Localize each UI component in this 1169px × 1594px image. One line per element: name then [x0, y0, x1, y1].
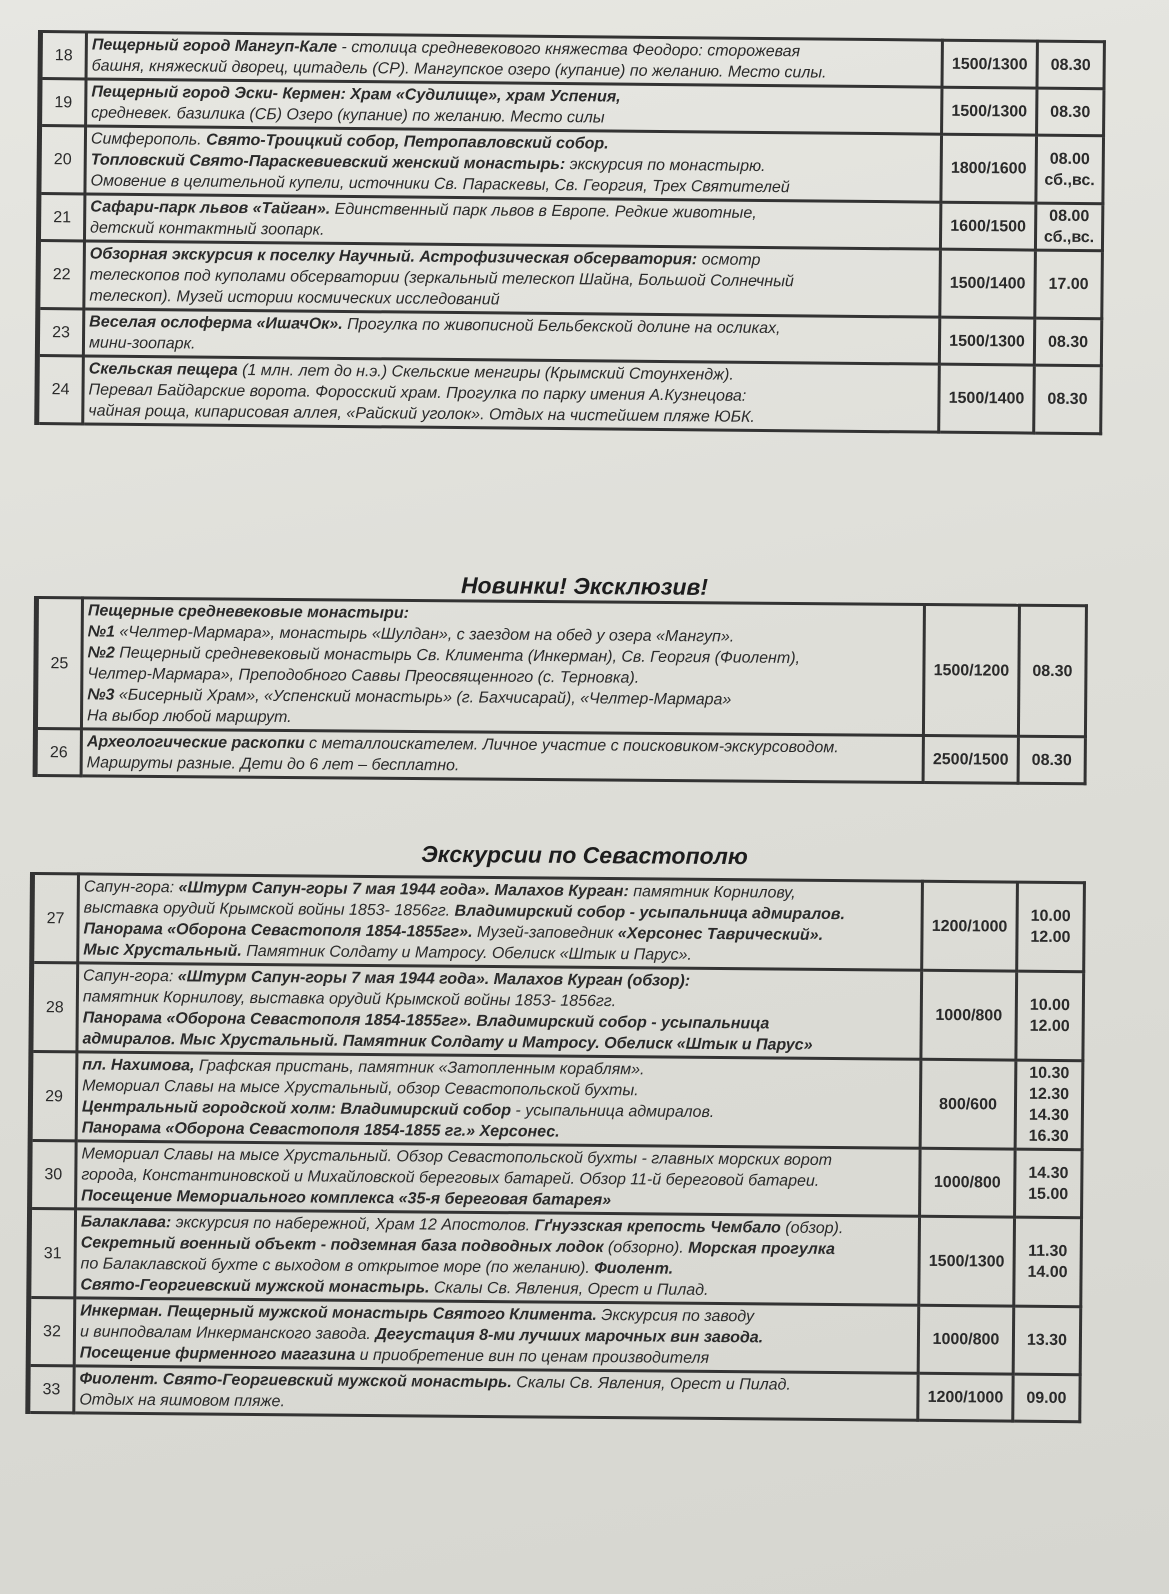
excursion-price: 1000/800 — [921, 970, 1017, 1060]
description-bold-text: Свято-Троицкий собор, Петропавловский собор. — [206, 131, 609, 153]
excursion-departure-time — [1018, 736, 1085, 784]
excursion-number: 22 — [38, 241, 85, 309]
description-bold-text: №3 — [87, 686, 115, 704]
excursion-number: 23 — [37, 309, 83, 356]
time-value: сб.,вс. — [1044, 171, 1095, 189]
description-text: Симферополь. — [90, 130, 207, 149]
description-bold-text: Владимирский собор - усыпальница адмиралов. — [454, 902, 846, 924]
description-text: Экскурсия по заводу — [596, 1306, 755, 1326]
description-text: Отдых на яшмовом пляже. — [79, 1391, 286, 1411]
excursion-number: 20 — [39, 126, 86, 194]
description-bold-text: Фиолент. — [594, 1259, 674, 1278]
description-text: Мемориал Славы на мысе Хрустальный, обзор Севастопольской бухты. — [82, 1077, 639, 1100]
description-bold-text: Гґнуэзская крепость Чембало — [534, 1217, 781, 1237]
excursion-description — [84, 194, 940, 249]
description-text: выставка орудий Крымской войны 1853- 1856гг. — [83, 899, 455, 920]
description-text: Единственный парк львов в Европе. Редкие животные, — [330, 200, 757, 222]
table-body — [35, 598, 1086, 784]
excursion-price: 1500/1300 — [939, 317, 1034, 365]
time-value: 08.30 — [1031, 751, 1072, 769]
description-bold-text: Морская прогулка — [688, 1239, 836, 1259]
time-value: сб.,вс. — [1043, 228, 1095, 247]
excursion-description — [76, 1141, 921, 1216]
description-text: осмотр — [697, 251, 761, 269]
description-bold-text: Центральный городской холм: Владимирский собор — [81, 1098, 512, 1120]
excursion-price: 800/600 — [920, 1059, 1016, 1149]
excursion-departure-time — [1034, 365, 1102, 434]
excursion-description — [83, 309, 939, 364]
excursion-departure-time — [1037, 41, 1104, 89]
time-value: 16.30 — [1028, 1127, 1069, 1146]
description-text: памятник Корнилову, — [628, 883, 796, 902]
time-value: 14.30 — [1028, 1106, 1070, 1125]
description-text: с металлоискателем. Личное участие с поисковиком-экскурсоводом. — [304, 735, 839, 757]
excursion-departure-time — [1035, 203, 1102, 251]
description-text: Прогулка по живописной Бельбекской долине на осликах, — [342, 315, 781, 338]
description-text: средневек. базилика (СБ) Озеро (купание) по желанию. Место силы — [91, 104, 605, 127]
table-body — [28, 874, 1085, 1422]
description-text: телескопов под куполами обсерватории (зеркальный телескоп Шайна, Большой Солнечный — [89, 266, 794, 291]
description-bold-text: Пещерный город Эски- Кермен: Храм «Судилище», храм Успения, — [91, 83, 621, 106]
excursion-departure-time — [1035, 250, 1103, 319]
description-bold-text: №2 — [87, 644, 115, 662]
excursion-departure-time — [1014, 1217, 1082, 1307]
description-text: Памятник Солдату и Матросу. Обелиск «Штык и Парус». — [241, 942, 692, 964]
description-text: мини-зоопарк. — [88, 334, 196, 353]
excursion-description — [75, 1209, 920, 1305]
excursions-table-exclusive — [33, 596, 1088, 785]
description-text: и винподвалам Инкерманского завода. — [79, 1323, 376, 1344]
table-row — [35, 729, 1085, 784]
description-text: «Челтер-Мармара», монастырь «Шулдан», с заездом на обед у озера «Мангуп». — [114, 623, 735, 646]
section-heading-new: Новинки! Эксклюзив! — [460, 572, 709, 600]
excursion-price: 1500/1300 — [942, 87, 1037, 135]
excursion-number: 25 — [35, 598, 82, 729]
excursion-number: 26 — [35, 729, 81, 776]
table-body — [37, 32, 1105, 434]
description-text: экскурсия по монастырю. — [565, 156, 766, 175]
time-value: 13.30 — [1026, 1331, 1068, 1350]
excursion-number: 21 — [38, 194, 84, 241]
excursion-description — [85, 126, 942, 202]
excursions-table-sevastopol — [25, 872, 1086, 1423]
description-text: по Балаклавской бухте с выходом в открытое море (по желанию). — [80, 1255, 595, 1277]
description-text: «Бисерный Храм», «Успенский монастырь» (г. Бахчисарай), «Челтер-Мармара» — [114, 686, 732, 709]
time-value: 15.00 — [1028, 1185, 1069, 1203]
table-row — [32, 874, 1085, 972]
description-bold-text: Пещерные средневековые монастыри: — [87, 602, 410, 622]
excursion-description — [76, 1052, 921, 1148]
time-value: 08.30 — [1050, 103, 1091, 121]
description-text: Челтер-Мармара», Преподобного Саввы Преосвященного (с. Терновка). — [87, 665, 640, 687]
excursion-departure-time — [1017, 882, 1085, 972]
time-value: 12.00 — [1030, 928, 1071, 947]
excursion-number: 28 — [31, 963, 78, 1052]
excursion-description — [86, 32, 942, 87]
time-value: 08.30 — [1047, 333, 1089, 351]
excursion-price: 1500/1300 — [919, 1216, 1015, 1306]
description-text: экскурсия по набережной, Храм 12 Апостолов. — [171, 1214, 535, 1235]
excursion-number: 18 — [40, 32, 86, 79]
excursion-number: 29 — [30, 1052, 77, 1141]
description-text: башня, княжеский дворец, цитадель (СР). Мангупское озеро (купание) по желанию. Место силы. — [91, 57, 827, 82]
description-text: Графская пристань, памятник «Затопленным кораблям». — [194, 1057, 645, 1079]
excursion-number: 33 — [28, 1366, 74, 1413]
table-row — [28, 1366, 1080, 1422]
excursion-departure-time — [1013, 1374, 1080, 1422]
excursion-number: 24 — [37, 356, 84, 424]
description-bold-text: «Штурм Сапун-горы 7 мая 1944 года». Малахов Курган: — [178, 879, 629, 901]
description-bold-text: пл. Нахимова, — [82, 1056, 195, 1075]
time-value: 08.30 — [1047, 390, 1088, 409]
excursion-description — [86, 79, 942, 134]
description-bold-text: Веселая ослоферма «ИшачОк». — [89, 313, 343, 333]
table-row — [30, 1052, 1083, 1150]
excursion-number: 31 — [29, 1209, 76, 1298]
table-row — [30, 1141, 1083, 1218]
description-bold-text: Инкерман. Пещерный мужской монастырь Святого Климента. — [80, 1302, 597, 1324]
excursion-departure-time — [1015, 1060, 1083, 1150]
description-bold-text: Археологические раскопки — [86, 733, 305, 753]
excursion-price: 1500/1200 — [923, 604, 1019, 736]
table-row — [31, 963, 1084, 1061]
description-bold-text: Сафари-парк львов «Тайган». — [90, 198, 331, 218]
time-value: 12.00 — [1029, 1017, 1070, 1036]
excursion-departure-time — [1037, 88, 1104, 136]
excursion-price: 1000/800 — [918, 1305, 1014, 1374]
excursion-description — [77, 963, 922, 1059]
description-bold-text: Свято-Георгиевский мужской монастырь. — [80, 1276, 430, 1297]
description-text: Маршруты разные. Дети до 6 лет – бесплатно. — [86, 754, 460, 775]
excursion-departure-time — [1016, 971, 1084, 1061]
table-row — [37, 356, 1102, 434]
description-text: (1 млн. лет до н.э.) Скельские менгиры (Крымский Стоунхендж). — [237, 361, 734, 384]
excursion-departure-time — [1034, 318, 1101, 366]
excursion-description — [74, 1298, 919, 1373]
description-bold-text: Дегустация 8-ми лучших марочных вин завода. — [375, 1326, 764, 1347]
description-bold-text: №1 — [87, 623, 116, 641]
description-text: города, Константиновской и Михайловской береговых батарей. Обзор 11-й береговой батареи. — [81, 1166, 820, 1190]
excursion-price: 1800/1600 — [941, 134, 1037, 203]
time-value: 14.00 — [1027, 1263, 1068, 1282]
time-value: 11.30 — [1028, 1242, 1068, 1261]
description-text: Пещерный средневековый монастырь Св. Климента (Инкерман), Св. Георгия (Фиолент), — [114, 644, 801, 668]
description-bold-text: Мыс Хрустальный. — [83, 941, 242, 960]
description-text: чайная роща, кипарисовая аллея, «Райский уголок». Отдых на чистейшем пляже ЮБК. — [88, 402, 755, 426]
excursion-departure-time — [1013, 1306, 1081, 1375]
description-text: - усыпальница адмиралов. — [510, 1102, 715, 1121]
excursion-departure-time — [1036, 135, 1104, 204]
time-value: 14.30 — [1028, 1164, 1069, 1182]
excursion-price: 1500/1300 — [942, 40, 1037, 88]
section-heading-sevastopol: Экскурсии по Севастополю — [421, 840, 748, 870]
excursion-description — [74, 1366, 918, 1420]
description-text: Перевал Байдарские ворота. Форосский храм. Прогулка по парку имения А.Кузнецова: — [88, 381, 747, 405]
time-value: 08.30 — [1050, 56, 1091, 74]
description-text: Мемориал Славы на мысе Хрустальный. Обзор Севастопольской бухты - главных морских ворот — [81, 1145, 833, 1170]
excursion-number: 30 — [30, 1141, 77, 1209]
excursion-price: 2500/1500 — [923, 735, 1018, 783]
excursion-number: 19 — [40, 79, 86, 126]
description-text: На выбор любой маршрут. — [86, 707, 292, 727]
description-bold-text: «Штурм Сапун-горы 7 мая 1944 года». Малахов Курган (обзор): — [177, 968, 691, 990]
description-text: Сапун-гора: — [83, 878, 179, 897]
description-text: (обзор). — [780, 1219, 844, 1238]
description-text: (обзорно). — [603, 1239, 689, 1257]
time-value: 10.00 — [1030, 907, 1071, 926]
description-text: Скалы Св. Явления, Орест и Пилад. — [511, 1374, 791, 1394]
table-row — [28, 1298, 1081, 1375]
excursion-price: 1200/1000 — [918, 1373, 1013, 1421]
time-value: 10.00 — [1029, 996, 1070, 1015]
excursion-departure-time — [1015, 1149, 1083, 1218]
time-value: 08.30 — [1032, 662, 1073, 680]
description-bold-text: адмиралов. Мыс Хрустальный. Памятник Солдату и Матросу. Обелиск «Штык и Парус» — [82, 1030, 813, 1054]
description-bold-text: Топловский Свято-Параскевиевский женский монастырь: — [90, 151, 566, 174]
excursion-description — [83, 356, 940, 432]
excursion-description — [81, 729, 923, 783]
time-value: 09.00 — [1026, 1389, 1067, 1407]
description-text: Омовение в целительной купели, источники Св. Параскевы, Св. Георгия, Трех Святителей — [90, 172, 790, 197]
excursion-price: 1600/1500 — [940, 202, 1035, 250]
excursion-price: 1200/1000 — [922, 881, 1018, 971]
table-row — [38, 241, 1103, 319]
time-value: 12.30 — [1028, 1085, 1070, 1104]
excursions-table-main — [34, 30, 1106, 435]
description-bold-text: Посещение Мемориального комплекса «35-я береговая батарея» — [81, 1187, 612, 1210]
excursion-price: 1500/1400 — [940, 249, 1036, 318]
description-bold-text: Панорама «Оборона Севастополя 1854-1855 гг.» Херсонес. — [81, 1119, 560, 1141]
time-value: 10.30 — [1029, 1064, 1070, 1083]
description-text: памятник Корнилову, выставка орудий Крымской войны 1853- 1856гг. — [82, 988, 617, 1011]
excursion-number: 32 — [28, 1298, 75, 1366]
time-value: 08.00 — [1049, 150, 1090, 168]
table-row — [39, 126, 1104, 204]
excursion-description — [78, 874, 923, 970]
description-text: телескоп). Музей истории космических исследований — [89, 287, 500, 309]
description-bold-text: Фиолент. Свято-Георгиевский мужской монастырь. — [79, 1370, 512, 1392]
description-text: - столица средневекового княжества Феодоро: сторожевая — [336, 38, 801, 61]
excursion-price: 1000/800 — [920, 1148, 1016, 1217]
description-bold-text: Скельская пещера — [88, 360, 238, 379]
excursion-price: 1500/1400 — [939, 364, 1035, 433]
description-text: детский контактный зоопарк. — [90, 219, 325, 239]
time-value: 17.00 — [1048, 275, 1089, 294]
description-bold-text: Посещение фирменного магазина — [79, 1344, 356, 1364]
table-row — [29, 1209, 1082, 1307]
excursion-description — [81, 598, 924, 736]
table-row — [35, 598, 1086, 737]
description-bold-text: Обзорная экскурсия к поселку Научный. Астрофизическая обсерватория: — [89, 245, 698, 269]
description-bold-text: Балаклава: — [80, 1213, 172, 1232]
description-bold-text: Панорама «Оборона Севастополя 1854-1855гг». — [83, 920, 473, 941]
excursion-description — [84, 241, 941, 317]
description-text: Музей-заповедник — [472, 923, 618, 943]
description-bold-text: «Херсонес Таврический». — [617, 925, 824, 944]
description-text: Сапун-гора: — [83, 967, 178, 986]
excursion-departure-time — [1018, 605, 1086, 737]
description-bold-text: Панорама «Оборона Севастополя 1854-1855гг». Владимирский собор - усыпальница — [82, 1009, 770, 1033]
description-bold-text: Пещерный город Мангуп-Кале — [91, 36, 338, 56]
description-text: и приобретение вин по ценам производителя — [355, 1346, 710, 1367]
description-text: Скалы Св. Явления, Орест и Пилад. — [429, 1279, 709, 1299]
time-value: 08.00 — [1049, 207, 1090, 226]
excursion-number: 27 — [32, 874, 79, 963]
description-bold-text: Секретный военный объект - подземная база подводных лодок — [80, 1234, 604, 1257]
